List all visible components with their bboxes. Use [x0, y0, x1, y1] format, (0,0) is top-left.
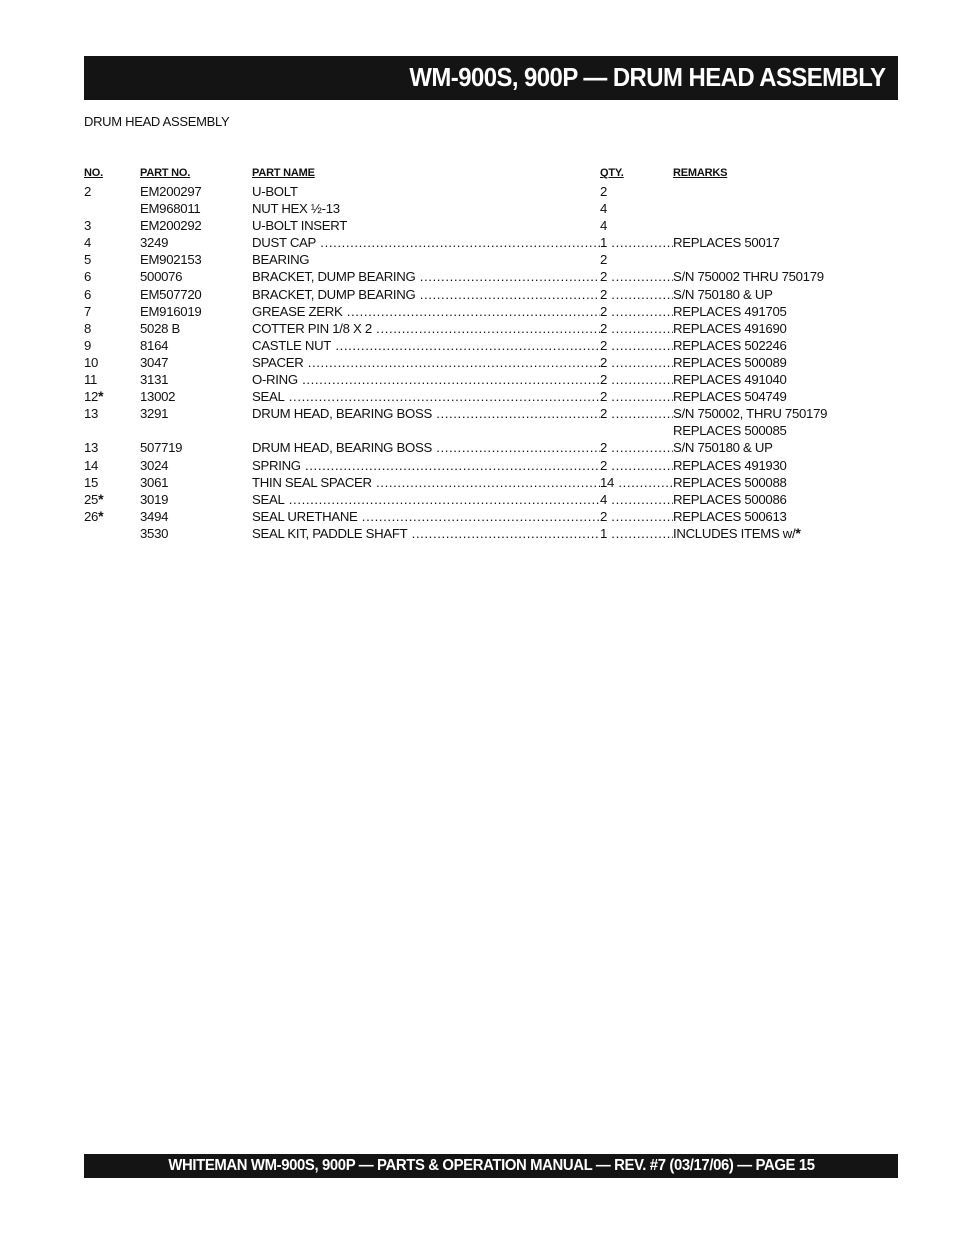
part-number: 8164 — [140, 337, 169, 353]
quantity-text: 2 — [600, 406, 608, 422]
table-row — [84, 525, 864, 542]
page-title: WM-900S, 900P — DRUM HEAD ASSEMBLY — [409, 62, 886, 92]
quantity — [600, 217, 673, 234]
part-number: 3291 — [140, 406, 169, 422]
remarks — [673, 234, 780, 251]
item-number-text: 5 — [84, 252, 92, 268]
part-name — [252, 508, 600, 525]
item-number — [84, 474, 98, 491]
item-number — [84, 439, 98, 456]
table-row — [84, 286, 864, 303]
section-subtitle: DRUM HEAD ASSEMBLY — [84, 114, 230, 129]
part-name — [252, 286, 600, 303]
quantity — [600, 525, 673, 542]
seal-kit-star-icon: * — [98, 388, 104, 405]
part-name — [252, 405, 600, 422]
remarks-text: S/N 750002 THRU 750179 — [673, 269, 824, 285]
quantity — [600, 371, 673, 388]
item-number-text: 13 — [84, 440, 99, 456]
table-row — [84, 457, 864, 474]
part-name — [252, 217, 600, 234]
remarks-text: S/N 750180 & UP — [673, 440, 773, 456]
part-name-text: DRUM HEAD, BEARING BOSS — [252, 406, 432, 422]
part-name-text: CASTLE NUT — [252, 337, 332, 353]
part-number: 3024 — [140, 457, 169, 473]
part-name-text: SEAL KIT, PADDLE SHAFT — [252, 525, 408, 541]
remarks-text: REPLACES 500085 — [673, 423, 787, 439]
quantity-text: 1 — [600, 525, 608, 541]
table-row — [84, 217, 864, 234]
quantity-text: 2 — [600, 389, 608, 405]
quantity — [600, 491, 673, 508]
remarks — [673, 337, 787, 354]
item-number-text: 14 — [84, 457, 99, 473]
item-number — [84, 183, 91, 200]
quantity-text: 2 — [600, 354, 608, 370]
item-number-text: 10 — [84, 354, 99, 370]
part-name-text: GREASE ZERK — [252, 303, 343, 319]
quantity-text: 2 — [600, 286, 608, 302]
part-number: 500076 — [140, 269, 183, 285]
quantity — [600, 337, 673, 354]
item-number — [84, 405, 98, 422]
part-name-text: NUT HEX ½-13 — [252, 201, 340, 217]
remarks-text: S/N 750002, THRU 750179 — [673, 406, 828, 422]
quantity — [600, 268, 673, 285]
item-number — [84, 457, 98, 474]
remarks-text: REPLACES 50017 — [673, 235, 780, 251]
quantity-text: 2 — [600, 320, 608, 336]
table-row — [84, 388, 864, 405]
remarks-text: REPLACES 500613 — [673, 508, 787, 524]
remarks-text: REPLACES 491690 — [673, 320, 787, 336]
remarks-text: REPLACES 504749 — [673, 389, 787, 405]
remarks — [673, 457, 787, 474]
part-number: 3047 — [140, 354, 169, 370]
table-row — [84, 200, 864, 217]
quantity — [600, 457, 673, 474]
part-name — [252, 388, 600, 405]
part-number: 3249 — [140, 235, 169, 251]
column-header-remarks: REMARKS — [673, 167, 728, 179]
table-row — [84, 422, 864, 439]
remarks — [673, 388, 787, 405]
remarks-text: REPLACES 491040 — [673, 372, 787, 388]
part-number: 3061 — [140, 474, 169, 490]
part-name — [252, 234, 600, 251]
table-row — [84, 354, 864, 371]
quantity-text: 2 — [600, 184, 608, 199]
item-number — [84, 286, 91, 303]
part-number: 3494 — [140, 508, 169, 524]
part-name-text: COTTER PIN 1/8 X 2 — [252, 320, 372, 336]
quantity — [600, 405, 673, 422]
quantity-text: 2 — [600, 269, 608, 285]
remarks-text: REPLACES 500086 — [673, 491, 787, 507]
item-number-text: 13 — [84, 406, 99, 422]
part-name — [252, 200, 600, 217]
item-number — [84, 234, 91, 251]
remarks-text: REPLACES 500089 — [673, 354, 787, 370]
item-number — [84, 251, 91, 268]
seal-kit-star-icon: * — [98, 507, 104, 524]
table-row — [84, 508, 864, 525]
quantity — [600, 508, 673, 525]
part-name-text: SPACER — [252, 354, 304, 370]
item-number-text: 3 — [84, 218, 92, 234]
remarks-text: REPLACES 500088 — [673, 474, 787, 490]
part-number: 3530 — [140, 525, 169, 541]
part-name-text: THIN SEAL SPACER — [252, 474, 372, 490]
footer-text: WHITEMAN WM-900S, 900P — PARTS & OPERATION MANUAL — REV. #7 (03/17/06) — PAGE 15 — [167, 1157, 815, 1174]
remarks — [673, 371, 787, 388]
item-number-text: 8 — [84, 320, 92, 336]
table-row — [84, 371, 864, 388]
column-header-part-name: PART NAME — [252, 167, 315, 179]
column-header-no: NO. — [84, 167, 103, 179]
quantity-text: 2 — [600, 372, 608, 388]
part-name-text: DUST CAP — [252, 235, 317, 251]
table-row — [84, 251, 864, 268]
quantity-text: 2 — [600, 337, 608, 353]
remarks — [673, 286, 773, 303]
part-number: EM200297 — [140, 184, 202, 199]
item-number-text: 7 — [84, 303, 92, 319]
table-row — [84, 405, 864, 422]
part-number: EM902153 — [140, 252, 202, 268]
remarks — [673, 508, 787, 525]
part-name — [252, 525, 600, 542]
part-name — [252, 268, 600, 285]
item-number — [84, 388, 103, 405]
item-number-text: 25 — [84, 491, 99, 507]
table-row — [84, 491, 864, 508]
quantity-text: 2 — [600, 457, 608, 473]
part-name — [252, 337, 600, 354]
remarks — [673, 439, 773, 456]
parts-table — [84, 183, 864, 542]
remarks-text: INCLUDES ITEMS w/ — [673, 525, 796, 541]
quantity-text: 2 — [600, 252, 608, 268]
seal-kit-star-icon: * — [98, 490, 104, 507]
seal-kit-star-icon: * — [795, 524, 801, 541]
item-number — [84, 337, 91, 354]
part-number: EM200292 — [140, 218, 202, 234]
remarks — [673, 474, 787, 491]
quantity-text: 4 — [600, 218, 608, 234]
part-name-text: U-BOLT — [252, 184, 298, 199]
item-number-text: 9 — [84, 337, 92, 353]
item-number — [84, 303, 91, 320]
quantity — [600, 388, 673, 405]
part-name-text: SEAL URETHANE — [252, 508, 358, 524]
part-number: EM507720 — [140, 286, 202, 302]
part-name — [252, 439, 600, 456]
item-number-text: 6 — [84, 286, 92, 302]
quantity — [600, 474, 673, 491]
item-number-text: 2 — [84, 184, 92, 199]
remarks — [673, 320, 787, 337]
part-name-text: BEARING — [252, 252, 310, 268]
part-name-text: BRACKET, DUMP BEARING — [252, 269, 416, 285]
part-name — [252, 354, 600, 371]
item-number-text: 15 — [84, 474, 99, 490]
item-number — [84, 491, 103, 508]
part-name — [252, 491, 600, 508]
column-header-part-no: PART NO. — [140, 167, 191, 179]
remarks — [673, 354, 787, 371]
part-name-text: SEAL — [252, 491, 285, 507]
quantity — [600, 251, 673, 268]
table-row — [84, 183, 864, 200]
quantity-text: 4 — [600, 491, 608, 507]
item-number-text: 12 — [84, 389, 99, 405]
quantity — [600, 320, 673, 337]
part-name-text: DRUM HEAD, BEARING BOSS — [252, 440, 432, 456]
remarks-text: REPLACES 502246 — [673, 337, 787, 353]
quantity-text: 2 — [600, 508, 608, 524]
quantity — [600, 303, 673, 320]
quantity — [600, 183, 673, 200]
remarks — [673, 422, 787, 439]
part-number: 3131 — [140, 372, 169, 388]
item-number — [84, 371, 97, 388]
item-number — [84, 508, 103, 525]
part-name — [252, 457, 600, 474]
footer-bar — [84, 1154, 898, 1178]
table-row — [84, 320, 864, 337]
part-number: 507719 — [140, 440, 183, 456]
quantity — [600, 200, 673, 217]
page-title-bar — [84, 56, 898, 100]
remarks — [673, 491, 787, 508]
quantity-text: 4 — [600, 201, 608, 217]
item-number-text: 11 — [84, 372, 98, 388]
part-name-text: SEAL — [252, 389, 285, 405]
part-name — [252, 303, 600, 320]
table-row — [84, 337, 864, 354]
item-number — [84, 354, 98, 371]
part-number: EM916019 — [140, 303, 202, 319]
remarks — [673, 268, 824, 285]
quantity-text: 2 — [600, 303, 608, 319]
part-number: 13002 — [140, 389, 176, 405]
remarks — [673, 405, 827, 422]
part-number: 3019 — [140, 491, 169, 507]
part-number: EM968011 — [140, 201, 201, 217]
table-row — [84, 234, 864, 251]
part-name — [252, 474, 600, 491]
item-number-text: 6 — [84, 269, 92, 285]
item-number-text: 26 — [84, 508, 99, 524]
part-name — [252, 320, 600, 337]
quantity-text: 2 — [600, 440, 608, 456]
table-row — [84, 439, 864, 456]
quantity — [600, 286, 673, 303]
part-name-text: U-BOLT INSERT — [252, 218, 348, 234]
remarks-text: REPLACES 491705 — [673, 303, 787, 319]
part-name-text: BRACKET, DUMP BEARING — [252, 286, 416, 302]
item-number — [84, 320, 91, 337]
column-header-qty: QTY. — [600, 167, 624, 179]
part-name — [252, 251, 600, 268]
table-row — [84, 268, 864, 285]
remarks-text: REPLACES 491930 — [673, 457, 787, 473]
part-name — [252, 371, 600, 388]
part-name — [252, 183, 600, 200]
quantity-text: 14 — [600, 474, 615, 490]
remarks — [673, 525, 801, 542]
quantity — [600, 354, 673, 371]
part-number: 5028 B — [140, 320, 180, 336]
item-number — [84, 268, 91, 285]
table-row — [84, 303, 864, 320]
item-number — [84, 217, 91, 234]
table-row — [84, 474, 864, 491]
remarks — [673, 303, 787, 320]
part-name-text: O-RING — [252, 372, 298, 388]
item-number-text: 4 — [84, 235, 92, 251]
quantity-text: 1 — [600, 235, 608, 251]
remarks-text: S/N 750180 & UP — [673, 286, 773, 302]
part-name-text: SPRING — [252, 457, 301, 473]
quantity — [600, 439, 673, 456]
quantity — [600, 234, 673, 251]
